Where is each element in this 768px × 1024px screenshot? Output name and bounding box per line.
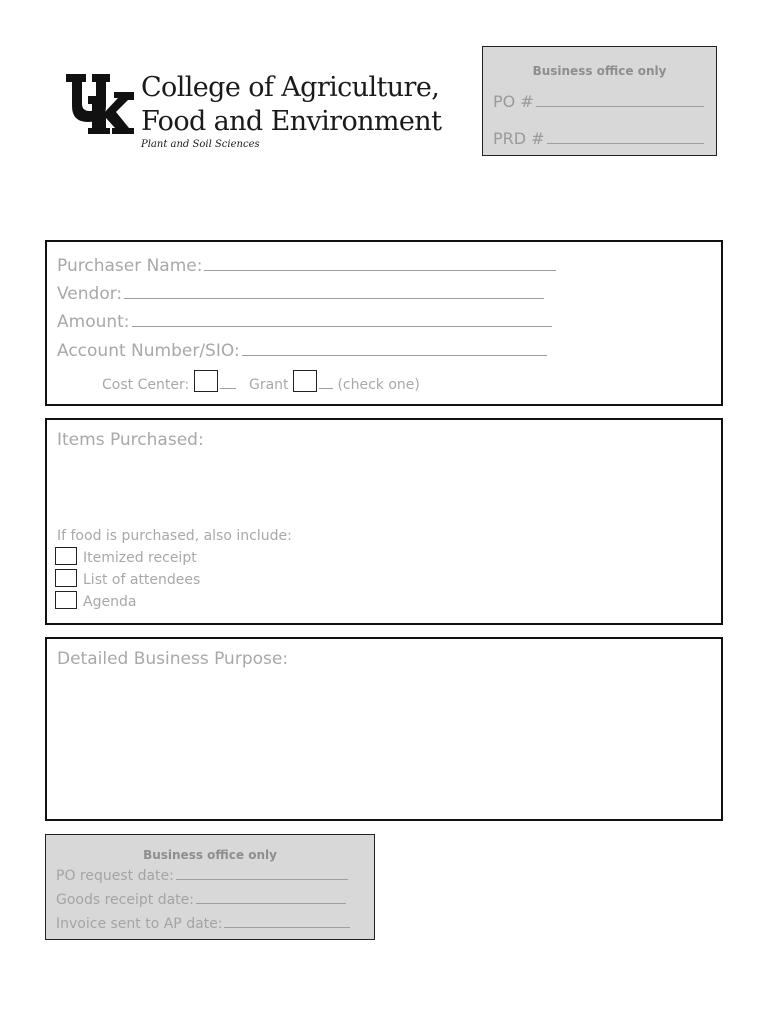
po-number-row [493, 92, 704, 111]
purchaser-name-row [57, 256, 556, 276]
department-name: Plant and Soil Sciences [141, 139, 260, 150]
prd-number-row [493, 129, 704, 148]
uk-logo-icon [66, 74, 134, 134]
business-purpose-heading: Detailed Business Purpose: [57, 649, 289, 669]
goods-receipt-date-label: Goods receipt date: [56, 892, 194, 908]
purchaser-section [45, 240, 723, 406]
vendor-label: Vendor: [57, 284, 123, 304]
food-item-label: Agenda [83, 594, 137, 610]
po-number-label: PO # [493, 92, 534, 111]
itemized-receipt-checkbox[interactable] [55, 547, 77, 565]
po-request-date-label: PO request date: [56, 868, 174, 884]
funding-type-row [102, 370, 420, 393]
amount-row [57, 312, 552, 332]
food-note: If food is purchased, also include: [57, 528, 292, 544]
cost-center-label: Cost Center: [102, 377, 190, 393]
invoice-date-label: Invoice sent to AP date: [56, 916, 223, 932]
grant-checkbox[interactable] [293, 370, 317, 392]
list-of-attendees-checkbox[interactable] [55, 569, 77, 587]
prd-number-label: PRD # [493, 129, 545, 148]
prd-number-field[interactable] [547, 143, 704, 144]
purchaser-name-field[interactable] [204, 270, 556, 271]
goods-receipt-date-field[interactable] [196, 903, 346, 904]
business-office-box-top [482, 46, 717, 156]
check-one-note: (check one) [337, 377, 420, 393]
food-item-label: Itemized receipt [83, 550, 197, 566]
account-number-row [57, 341, 547, 361]
vendor-field[interactable] [124, 298, 544, 299]
items-purchased-heading: Items Purchased: [57, 430, 204, 450]
amount-label: Amount: [57, 312, 130, 332]
food-item-itemized-receipt [55, 547, 197, 566]
college-name-line2: Food and Environment [141, 106, 442, 137]
cost-center-underline [220, 388, 236, 389]
po-number-field[interactable] [536, 106, 704, 107]
grant-underline [319, 388, 333, 389]
amount-field[interactable] [132, 326, 552, 327]
business-office-title: Business office only [143, 848, 277, 862]
po-request-date-field[interactable] [176, 879, 348, 880]
goods-receipt-date-row [56, 892, 346, 908]
invoice-date-row [56, 916, 350, 932]
po-request-date-row [56, 868, 348, 884]
college-name-line1: College of Agriculture, [141, 72, 440, 103]
food-item-agenda [55, 591, 136, 610]
grant-label: Grant [248, 377, 289, 393]
account-number-label: Account Number/SIO: [57, 341, 240, 361]
food-item-label: List of attendees [83, 572, 201, 588]
purchaser-name-label: Purchaser Name: [57, 256, 203, 276]
agenda-checkbox[interactable] [55, 591, 77, 609]
account-number-field[interactable] [242, 355, 547, 356]
college-logo [66, 70, 466, 154]
items-purchased-section [45, 418, 723, 625]
food-item-list-of-attendees [55, 569, 200, 588]
vendor-row [57, 284, 544, 304]
business-office-title: Business office only [532, 64, 667, 78]
business-purpose-section[interactable] [45, 637, 723, 821]
business-office-box-bottom [45, 834, 375, 940]
invoice-date-field[interactable] [224, 927, 350, 928]
cost-center-checkbox[interactable] [194, 370, 218, 392]
